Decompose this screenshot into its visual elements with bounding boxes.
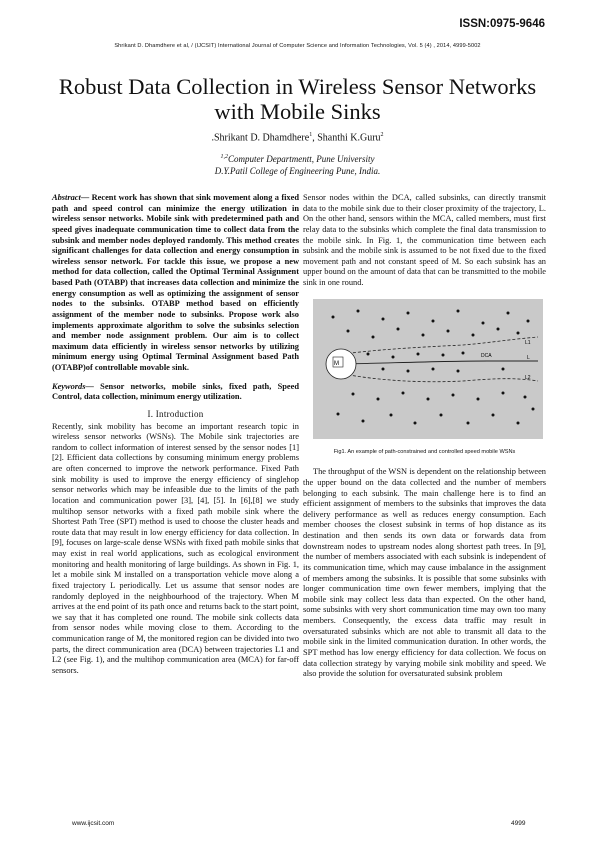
author-2: Shanthi K.Guru bbox=[317, 132, 381, 144]
author-separator: , bbox=[312, 132, 318, 144]
authors bbox=[0, 132, 595, 143]
running-head: Shrikant D. Dhamdhere et al, / (IJCSIT) International Journal of Computer Science and Information Technologies, Vol. 5 (4) , 2014, 4999-5002 bbox=[114, 43, 481, 49]
right-column bbox=[303, 193, 546, 680]
affiliation-dept: Computer Departmentt, Pune University bbox=[228, 154, 375, 164]
figure-1-diagram bbox=[313, 299, 543, 439]
section-heading-introduction: I. Introduction bbox=[147, 408, 204, 419]
trajectory-l bbox=[343, 361, 538, 364]
left-column bbox=[52, 193, 299, 677]
label-l: L bbox=[527, 354, 530, 361]
label-m: M bbox=[334, 360, 339, 367]
footer-url[interactable]: www.ijcsit.com bbox=[72, 820, 115, 827]
footer-page-number: 4999 bbox=[511, 820, 526, 827]
label-l1: L1 bbox=[525, 339, 531, 346]
keywords bbox=[52, 382, 299, 403]
abstract-text: Recent work has shown that sink movement along a fixed path and speed control can minimize the energy utilization in wireless sensor networks. Mobile sink with predetermined path and speed gives inadequate communication time to collect data from the subsink and member nodes deployed randomly. This method creates significant challenges for data collection and energy consumption in wireless sensor network. For tackle this issue, we propose a new method for data collection, called the Optimal Terminal Assignment based Path (OTABP) that increases data collection and minimize the energy consumption as well as optimizing the assignment of sensor nodes to the subsinks. OTABP method based on efficiently assignment of the member node to subsinks. Propose work also implements approximate algorithm to solve the subsinks selection and member node assignment problem. Our aim is to collect maximum data efficiently in wireless sensor networks by utilizing minimum energy using Optimal Terminal Assignment based Path (OTABP)of controllable movable sink. bbox=[52, 193, 299, 372]
affiliation-line-2: D.Y.Patil College of Engineering Pune, India. bbox=[214, 165, 381, 176]
figure-1-caption: Fig1. An example of path-constrained and controlled speed mobile WSNs bbox=[333, 448, 516, 455]
affiliation bbox=[0, 152, 595, 177]
affiliation-line-1 bbox=[0, 152, 595, 166]
right-paragraph-2: The throughput of the WSN is dependent on the relationship between the upper bound on the data collected and the number of members belonging to each subsink. The main challenge here is to find an efficient assignment of members to the subsinks that improves the data delivery performance as well as reduces energy consumption. Each member chooses the closest subsink in terms of hop distance as its destination and then sends its own data or forwards data from downstream nodes to upstream nodes along shortest path trees. In [9], the number of members associated with each subsink is independent of its communication time, which may cause imbalance in the assignment of members among the subsinks. It is possible that some subsinks with longer communication time own fewer members, implying that the mobile sink may collect less data than expected. On the other hand, some subsinks with very short communication time may own too many members. Consequently, the excess data traffic may result in oversaturated subsinks which are not able to transmit all data to the mobile sink in the limited communication duration. In other words, the SPT method has low energy efficiency for data collection. We focus on data collection strategy by varying mobile sink mobility and speed. We also provide the solution for oversaturated subsink problem bbox=[303, 467, 546, 679]
right-paragraph-1: Sensor nodes within the DCA, called subsinks, can directly transmit data to the mobile sink due to their closer proximity of the trajectory, L. On the other hand, sensors within the MCA, called members, must first relay data to the subsinks which complete the final data transmission to the mobile sink. In Fig. 1, the communication time between each subsink and the mobile sink is assumed to be not fixed due to the fixed movement path and not constant speed of M. So each subsink has an upper bound on the amount of data that can be transmitted to the mobile sink in one round. bbox=[303, 193, 546, 287]
label-l2: L2 bbox=[525, 374, 531, 381]
author-1: .Shrikant D. Dhamdhere bbox=[211, 132, 310, 144]
keywords-text: Sensor networks, mobile sinks, fixed path, Speed Control, data collection, minimum energy utilization. bbox=[52, 381, 299, 402]
author-1-sup: 1 bbox=[309, 132, 313, 138]
trajectory-l1 bbox=[343, 337, 538, 354]
label-dca: DCA bbox=[481, 352, 492, 359]
figure-1 bbox=[313, 299, 543, 439]
trajectory-l2 bbox=[343, 374, 538, 382]
abstract bbox=[52, 193, 299, 374]
keywords-label: Keywords— bbox=[52, 381, 94, 391]
issn-label: ISSN:0975-9646 bbox=[459, 18, 545, 30]
introduction-paragraph: Recently, sink mobility has become an important research topic in wireless sensor networks (WSNs). The Mobile sink trajectories are random to collect information of interest sensed by the sensor nodes [1] [2]. Efficient data collections by consuming minimum energy problems are often concerned to improve the network performance. Fixed Path sink mobility is used to improve the energy efficiency of singlehop sensor networks which may be infeasible due to the limits of the path location and communication power [3], [4], [5]. In [6],[8] we study multihop sensor networks with a fixed path mobile sink where the Shortest Path Tree (SPT) method is used to choose the cluster heads and route data that may result in low energy efficiency for data collection. In [9], focuses on large-scale dense WSNs with fixed path mobile sinks that may exist in real world applications, such as ecological environment monitoring and health monitoring of large buildings. As shown in Fig. 1, let a mobile sink M installed on a transportation vehicle move along a fixed trajectory L periodically. Let us assume that sensor nodes are randomly deployed in the neighbourhood of the trajectory. When M arrives at the end point of its path once and returns back to the start point, we say that it has completed one round. The mobile sink collects data from sensor nodes while moving close to them. According to the communication range of M, the monitored region can be divided into two parts, the direct communication area (DCA) between trajectories L1 and L2 (see Fig. 1), and the multihop communication area (MCA) for far-off sensors. bbox=[52, 421, 299, 675]
sensor-nodes bbox=[332, 309, 535, 424]
author-2-sup: 2 bbox=[380, 132, 384, 138]
paper-title: Robust Data Collection in Wireless Sensor Networks with Mobile Sinks bbox=[58, 74, 537, 124]
affiliation-sup: 1,2 bbox=[220, 154, 228, 160]
abstract-label: Abstract— bbox=[52, 193, 90, 202]
